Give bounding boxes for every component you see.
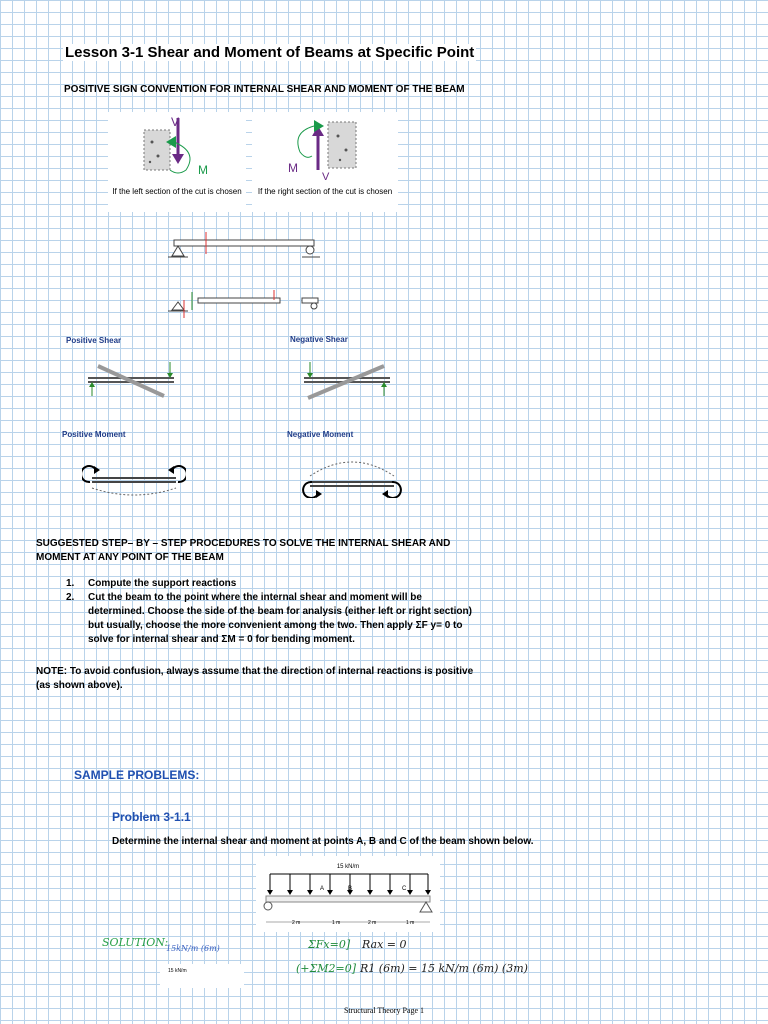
point-a-label: A	[320, 886, 325, 892]
positive-moment-label: Positive Moment	[62, 430, 126, 439]
equation-2-result: R1 (6m) = 15 kN/m (6m) (3m)	[360, 962, 528, 975]
right-section-diagram	[252, 112, 398, 182]
positive-moment-diagram	[82, 458, 186, 504]
procedure-heading: SUGGESTED STEP– BY – STEP PROCEDURES TO SOLVE THE INTERNAL SHEAR AND MOMENT AT ANY POINT OF THE BEAM	[36, 538, 451, 563]
ma-label-right: M	[288, 161, 298, 175]
solution-label: SOLUTION:	[102, 936, 169, 949]
sample-problems-heading: SAMPLE PROBLEMS:	[74, 768, 200, 782]
negative-shear-diagram	[300, 356, 400, 402]
negative-moment-diagram	[300, 452, 404, 498]
procedure-step: 2. Cut the beam to the point where the internal shear and moment will be determined. Choose the side of the beam for analysis (either left or right section) but usually, choose the more convenient among the two. Then apply ΣF y= 0 to solve for internal shear and ΣM = 0 for bending moment.	[66, 592, 472, 645]
point-c-label: C	[402, 886, 407, 892]
left-section-figure	[108, 112, 246, 212]
procedure-step: 1. Compute the support reactions	[66, 578, 237, 589]
span-4-label: 1 m	[406, 920, 415, 926]
problem-beam-diagram	[256, 856, 440, 932]
page-footer: Structural Theory Page 1	[343, 1006, 425, 1015]
problem-beam-figure	[256, 856, 440, 932]
equation-1: ΣFx=0]	[308, 938, 351, 951]
va-label: V	[171, 115, 180, 129]
span-3-label: 2 m	[368, 920, 377, 926]
negative-moment-label: Negative Moment	[287, 430, 354, 439]
note-text: NOTE: To avoid confusion, always assume that the direction of internal reactions is positive (as shown above).	[36, 666, 474, 691]
supported-beam-diagram	[164, 226, 324, 268]
span-2-label: 1 m	[332, 920, 341, 926]
point-b-label: B	[348, 886, 353, 892]
solution-small-load-label: 15 kN/m	[168, 968, 187, 974]
cut-beam-diagram	[164, 288, 324, 322]
left-section-caption: If the left section of the cut is chosen	[112, 187, 242, 196]
ma-label: M	[198, 163, 208, 177]
solution-small-figure	[160, 964, 244, 988]
span-1-label: 2 m	[292, 920, 301, 926]
right-section-caption: If the right section of the cut is chosen	[257, 187, 393, 196]
positive-shear-label: Positive Shear	[66, 336, 122, 345]
negative-shear-label: Negative Shear	[290, 335, 348, 344]
right-section-figure	[252, 112, 398, 212]
equation-2: (+ΣM2=0]	[296, 962, 357, 975]
load-label: 15 kN/m	[336, 864, 360, 870]
va-label-right: V	[322, 171, 330, 182]
problem-title: Problem 3-1.1	[112, 810, 191, 824]
sign-convention-heading: POSITIVE SIGN CONVENTION FOR INTERNAL SHEAR AND MOMENT OF THE BEAM	[64, 84, 465, 95]
solution-note-left: 15kN/m (6m)	[166, 944, 220, 953]
problem-statement: Determine the internal shear and moment at points A, B and C of the beam shown below.	[112, 836, 534, 847]
page-title: Lesson 3-1 Shear and Moment of Beams at Specific Point	[65, 44, 475, 61]
equation-1-result: Rax = 0	[362, 938, 407, 951]
left-section-diagram	[108, 112, 246, 182]
procedure-steps	[66, 577, 476, 647]
positive-shear-diagram	[84, 356, 184, 402]
